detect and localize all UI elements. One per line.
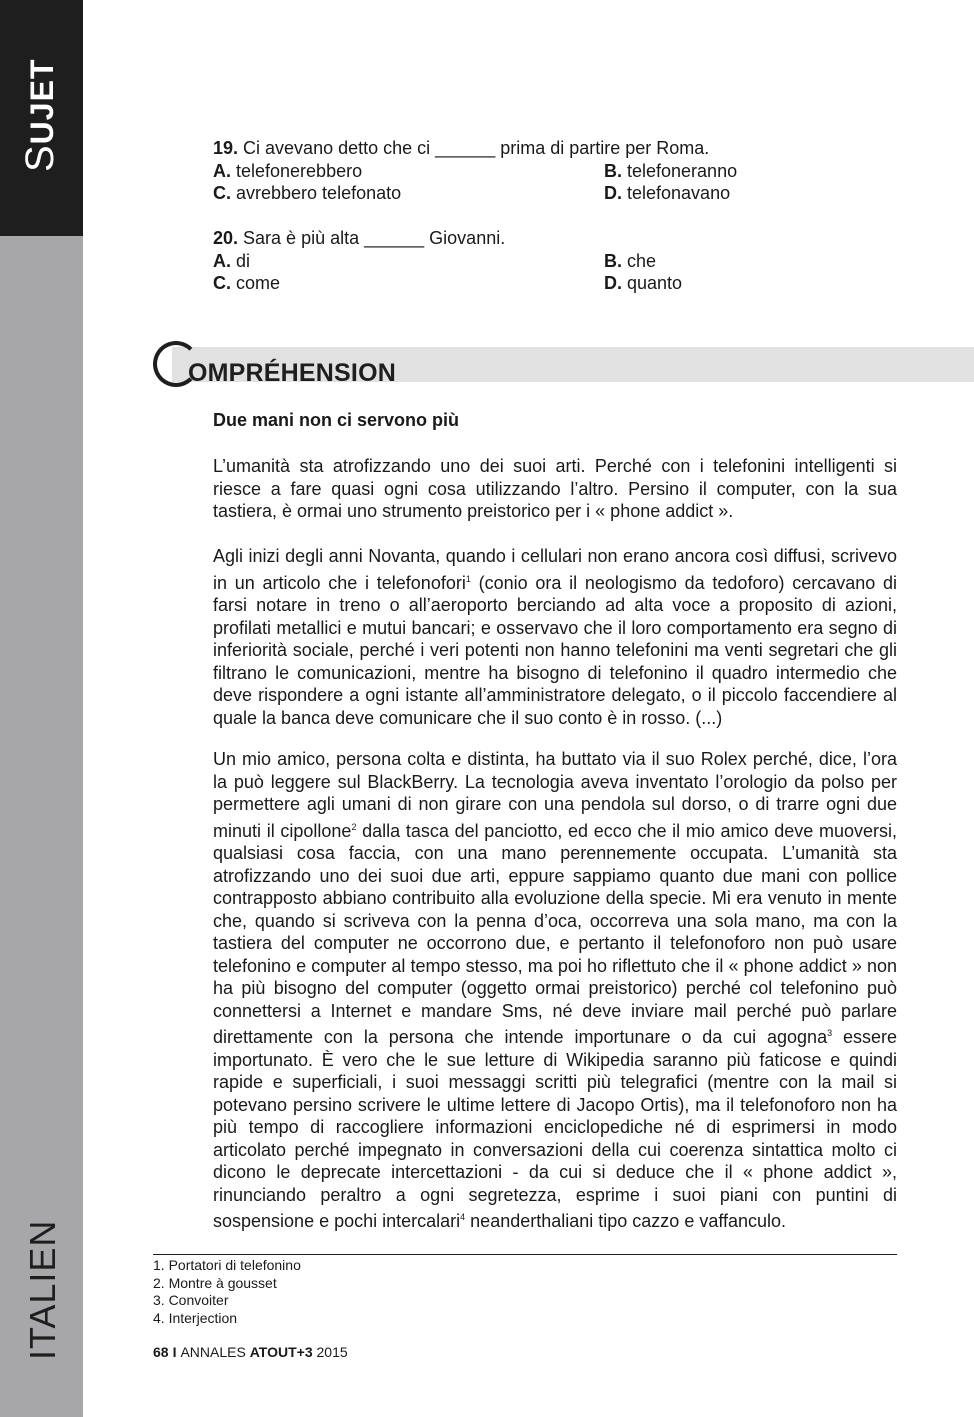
- article-paragraph-2: Agli inizi degli anni Novanta, quando i cellulari non erano ancora così diffusi, scrivevo in un articolo che i telefonofori$^1$ (conio ora il neologismo da tedoforo) cercavano di farsi notare in treno o all’aeroporto berciando ad alta voce a proposito di azioni, profilati metallici e mutui bancari; e osservavo che il loro comportamento era segno di inferiorità sociale, perché i veri potenti non hanno telefonini ma venti segretari che gli filtrano le comunicazioni, mentre ha bisogno di telefonino il quadro intermedio che deve rispondere a ogni istante all’amministratore delegato, o il piccolo faccendiere al quale la banca deve comunicare che il suo conto è in rosso. (...): [213, 546, 897, 728]
- footnote-ref-3: 3: [827, 1028, 833, 1038]
- option-d: D. quanto: [604, 273, 683, 293]
- footnote-ref-4: 4: [460, 1212, 466, 1222]
- footnote-ref-1: 1: [465, 573, 471, 584]
- footnote-4: 4. Interjection: [153, 1309, 238, 1326]
- option-c: C. come: [213, 273, 281, 293]
- footnote-ref-2: 2: [351, 821, 357, 832]
- option-b: B. che: [604, 250, 657, 271]
- footnotes: [153, 1257, 301, 1327]
- option-b: B. telefoneranno: [604, 160, 738, 181]
- question-prompt: 19. Ci avevano detto che ci ______ prima di partire per Roma.: [213, 138, 710, 158]
- page-number: 68: [153, 1344, 169, 1360]
- footer-brand: ATOUT+3: [249, 1344, 313, 1360]
- question-19: [213, 137, 903, 205]
- page-footer: [153, 1344, 348, 1360]
- footnote-2: 2. Montre à gousset: [153, 1274, 277, 1291]
- footnote-1: 1. Portatori di telefonino: [153, 1257, 301, 1273]
- sidebar-italien-label: ITALIEN: [22, 1219, 63, 1360]
- option-d: D. telefonavano: [604, 183, 731, 203]
- footer-separator: I: [172, 1344, 177, 1360]
- article-paragraph-3: Un mio amico, persona colta e distinta, ha buttato via il suo Rolex perché, dice, l’ora la può leggere sul BlackBerry. La tecnologia aveva inventato l’orologio da polso per permettere agli umani di non girare con una pendola sul dorso, o di trarre ogni due minuti il cipollone$^2$ dalla tasca del panciotto, ed ecco che il mio amico deve muoversi, qualsiasi cosa faccia, con una mano perennemente occupata. L’umanità sta atrofizzando uno dei suoi due arti, eppure sappiamo quanto due mani con pollice contrapposto abbiano contribuito alla evoluzione della specie. Mi era venuto in mente che, quando si scriveva con la penna d’oca, occorreva una sola mano, ma con la tastiera del computer ne occorrono due, e pertanto il telefonoforo non può usare telefonino e computer al tempo stesso, ma poi ho riflettuto che il « phone addict » non ha più bisogno del computer (oggetto ormai preistorico) perché col telefonino può connettersi a Internet e mandare Sms, né deve inviare mail perché può parlare direttamente con la persona che intende importunare o da cui agogna$^3$ essere importunato. È vero che le sue letture di Wikipedia saranno più faticose e quindi rapide e superficiali, i suoi messaggi scritti più telegrafici (mentre con la mail si potevano persino scrivere le ultime lettere di Jacopo Ortis), ma il telefonoforo non ha più tempo di raccogliere informazioni enciclopediche né di esprimersi in modo articolato perché impegnato in conversazioni della cui coerenza sintattica molto ci dicono le deprecate intercettazioni - da cui si deduce che il « phone addict », rinunciando peraltro a ogni segretezza, esprime i suoi piani con puntini di sospensione e pochi intercalari$^4$ neanderthaliani tipo cazzo e vaffanculo.: [213, 749, 898, 1231]
- section-title: OMPRÉHENSION: [188, 359, 396, 387]
- option-a: A. telefonerebbero: [213, 160, 363, 181]
- question-20: [213, 227, 903, 295]
- article-paragraph-1: L’umanità sta atrofizzando uno dei suoi arti. Perché con i telefonini intelligenti si riesce a fare quasi ogni cosa utilizzando l’altro. Persino il computer, con la sua tastiera, è ormai uno strumento preistorico per i « phone addict ».: [213, 456, 897, 521]
- article-title: Due mani non ci servono più: [213, 410, 460, 430]
- footnote-3: 3. Convoiter: [153, 1292, 229, 1308]
- footer-year: 2015: [316, 1344, 348, 1360]
- footer-annales: ANNALES: [180, 1344, 246, 1360]
- sidebar-sujet-label: SUJET: [18, 58, 62, 172]
- question-prompt: 20. Sara è più alta ______ Giovanni.: [213, 228, 506, 248]
- option-c: C. avrebbero telefonato: [213, 183, 402, 203]
- footnote-divider: [153, 1254, 897, 1255]
- option-a: A. di: [213, 250, 251, 271]
